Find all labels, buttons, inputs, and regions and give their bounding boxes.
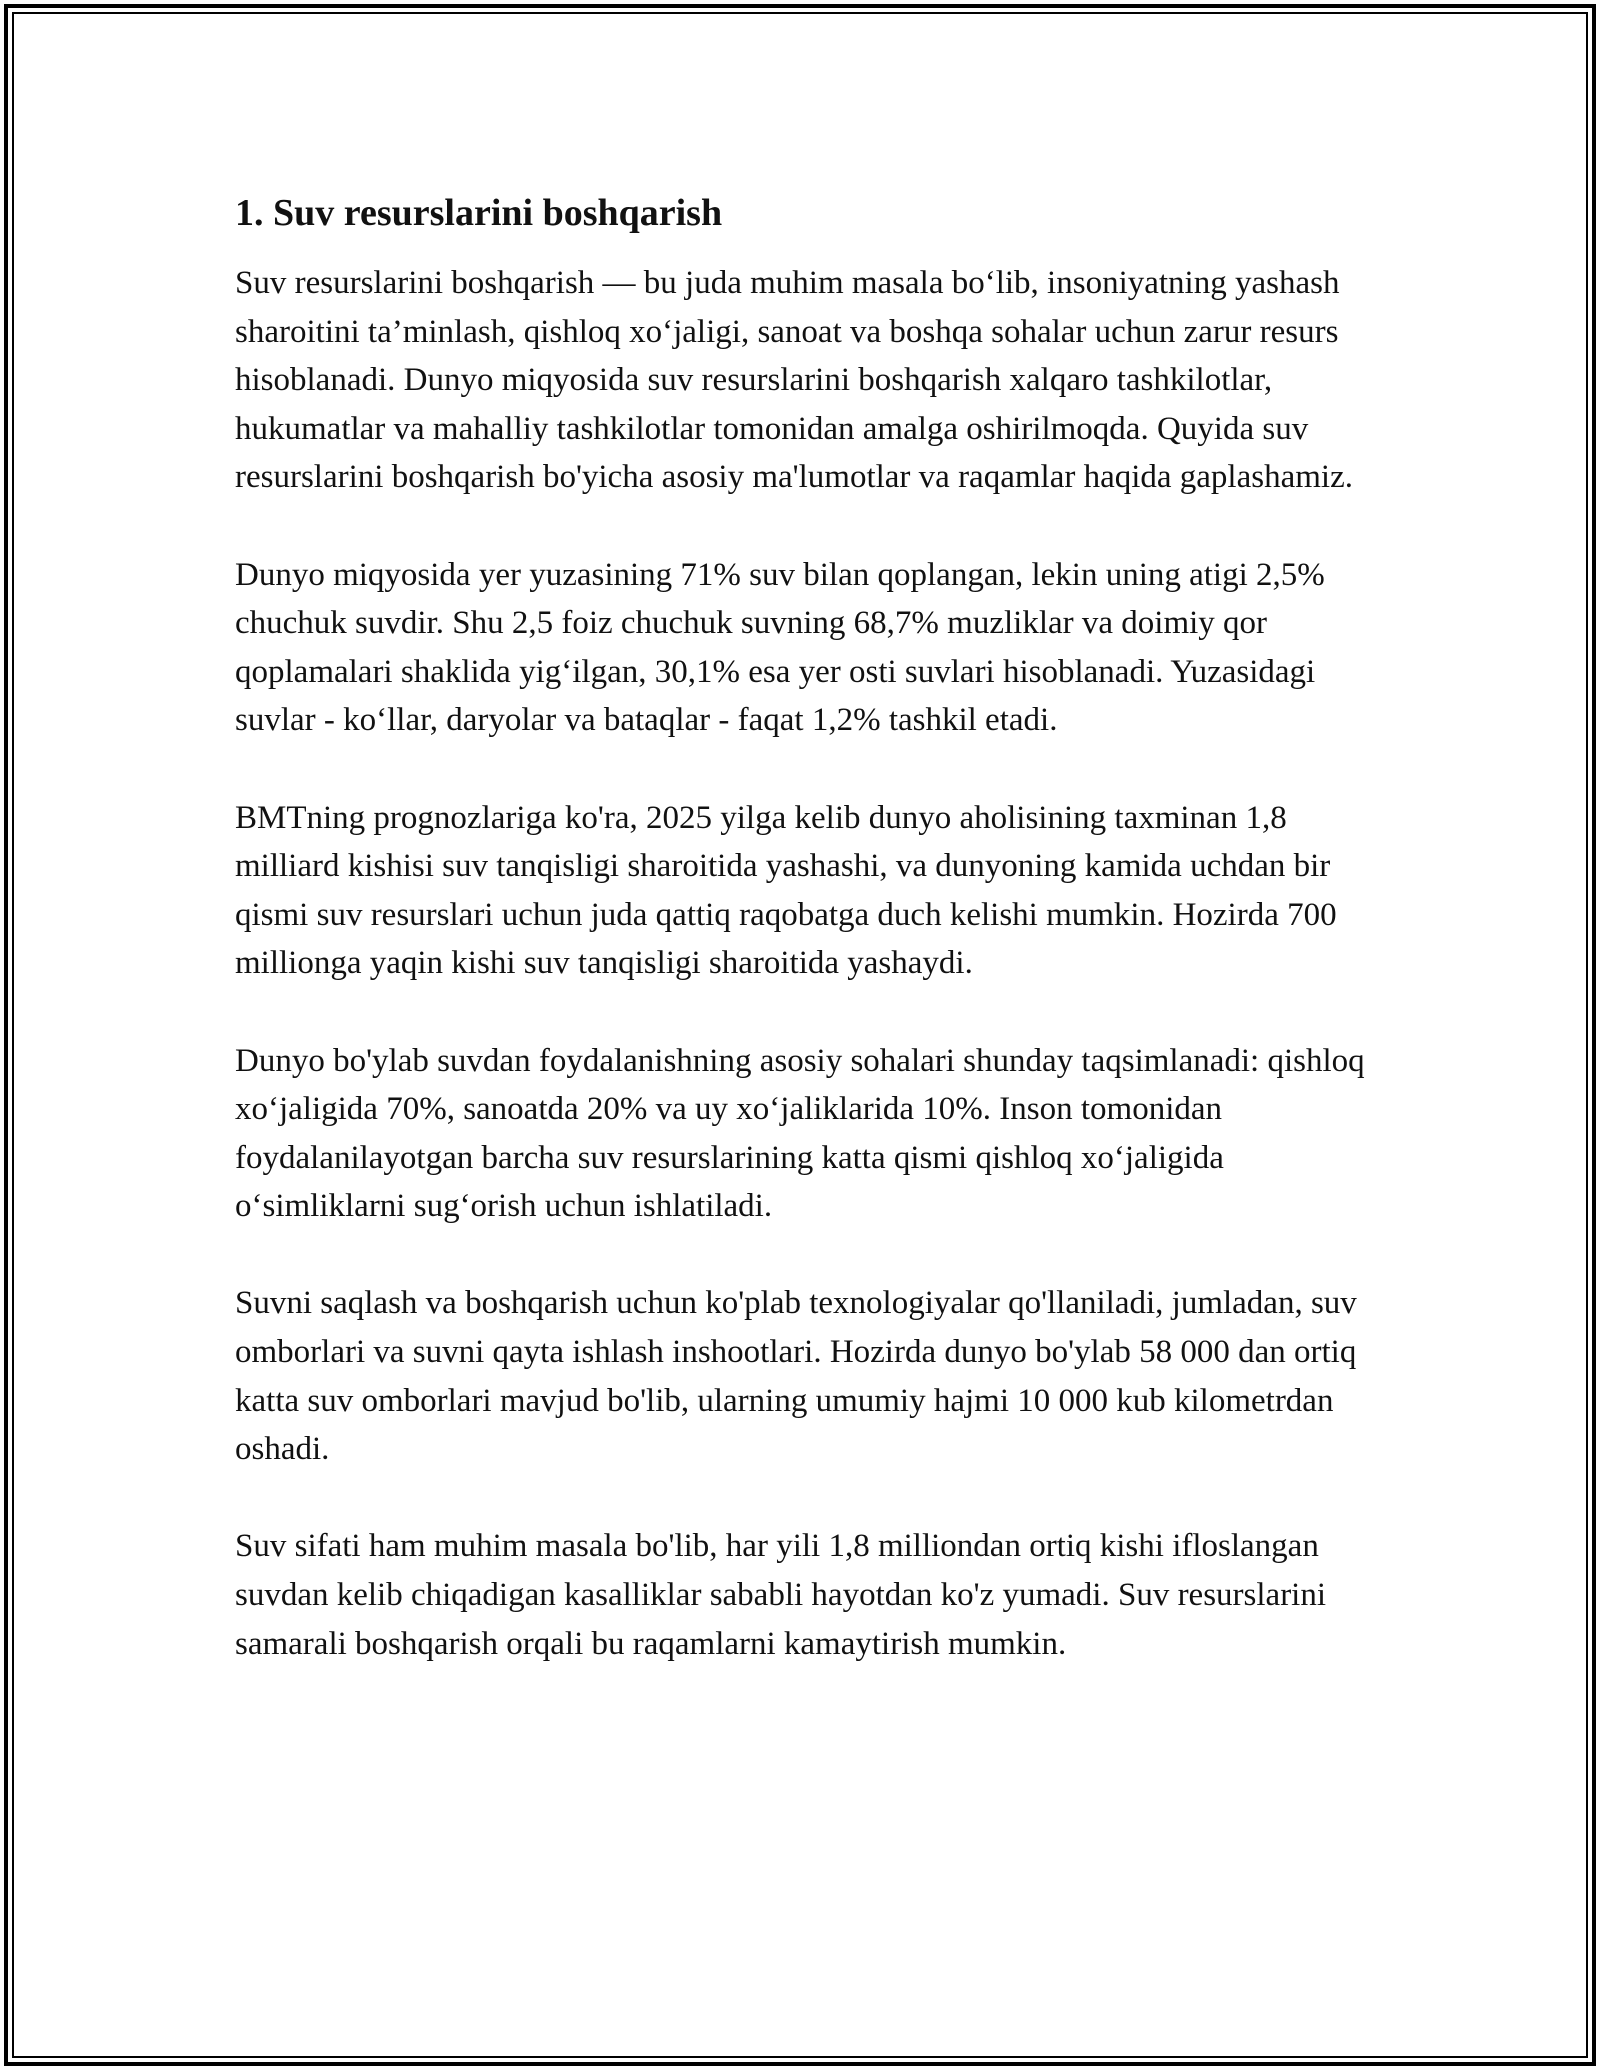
paragraph-water-quality: Suv sifati ham muhim masala bo'lib, har yili 1,8 milliondan ortiq kishi ifloslangan suvdan kelib chiqadigan kasalliklar sababli hayotdan ko'z yumadi. Suv resurslarini samarali boshqarish orqali bu raqamlarni kamaytirish mumkin. xyxy=(235,1528,1327,1662)
paragraph-water-use-sectors: Dunyo bo'ylab suvdan foydalanishning asosiy sohalari shunday taqsimlanadi: qishloq xoʻjaligida 70%, sanoatda 20% va uy xoʻjaliklarida 10%. Inson tomonidan foydalanilayotgan barcha suv resurslarining katta qismi qishloq xoʻjaligida oʻsimliklarni sugʻorish uchun ishlatiladi. xyxy=(235,1042,1365,1225)
document-body xyxy=(235,188,1375,1717)
paragraph-storage-technologies: Suvni saqlash va boshqarish uchun ko'plab texnologiyalar qo'llaniladi, jumladan, suv omborlari va suvni qayta ishlash inshootlari. Hozirda dunyo bo'ylab 58 000 dan ortiq katta suv omborlari mavjud bo'lib, ularning umumiy hajmi 10 000 kub kilometrdan oshadi. xyxy=(235,1285,1357,1468)
paragraph-world-water: Dunyo miqyosida yer yuzasining 71% suv bilan qoplangan, lekin uning atigi 2,5% chuchuk suvdir. Shu 2,5 foiz chuchuk suvning 68,7% muzliklar va doimiy qor qoplamalari shaklida yigʻilgan, 30,1% esa yer osti suvlari hisoblanadi. Yuzasidagi suvlar - koʻllar, daryolar va bataqlar - faqat 1,2% tashkil etadi. xyxy=(235,556,1325,739)
paragraph-intro: Suv resurslarini boshqarish — bu juda muhim masala boʻlib, insoniyatning yashash sharoitini ta’minlash, qishloq xoʻjaligi, sanoat va boshqa sohalar uchun zarur resurs hisoblanadi. Dunyo miqyosida suv resurslarini boshqarish xalqaro tashkilotlar, hukumatlar va mahalliy tashkilotlar tomonidan amalga oshirilmoqda. Quyida suv resurslarini boshqarish bo'yicha asosiy ma'lumotlar va raqamlar haqida gaplashamiz. xyxy=(235,265,1353,496)
paragraph-un-forecast: BMTning prognozlariga ko'ra, 2025 yilga kelib dunyo aholisining taxminan 1,8 milliard kishisi suv tanqisligi sharoitida yashashi, va dunyoning kamida uchdan bir qismi suv resurslari uchun juda qattiq raqobatga duch kelishi mumkin. Hozirda 700 millionga yaqin kishi suv tanqisligi sharoitida yashaydi. xyxy=(235,799,1337,982)
section-heading: 1. Suv resurslarini boshqarish xyxy=(235,192,723,234)
